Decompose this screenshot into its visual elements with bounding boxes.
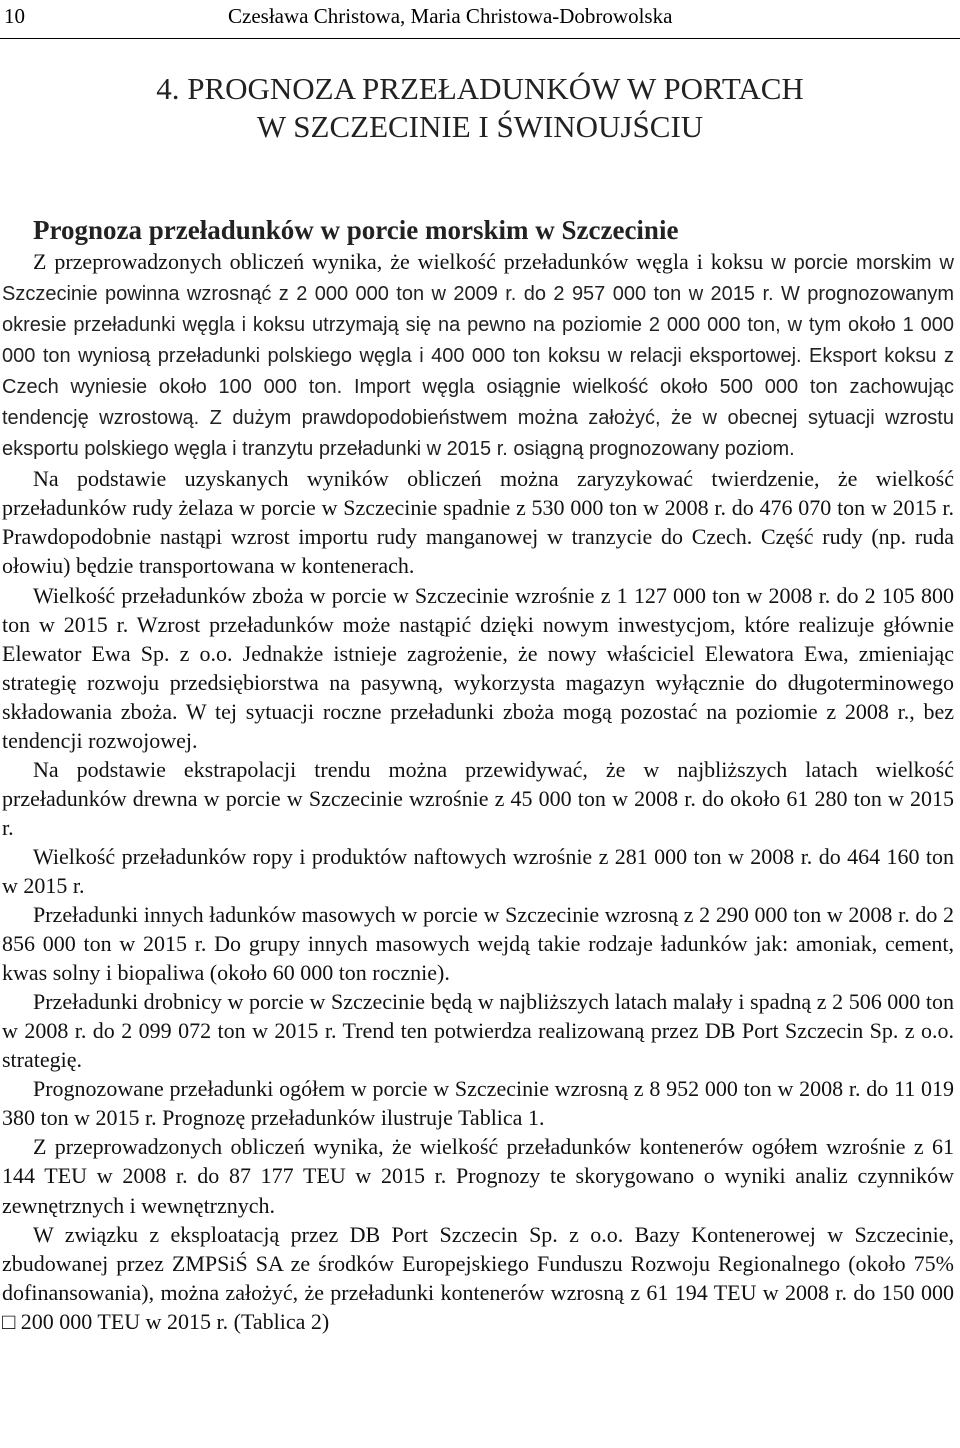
body-text — [2, 247, 954, 1336]
paragraph-grain: Wielkość przeładunków zboża w porcie w Szczecinie wzrośnie z 1 127 000 ton w 2008 r. do 2 105 800 ton w 2015 r. Wzrost przeładunków może nastąpić dzięki nowym inwestycjom, które realizuje głównie Elewator Ewa Sp. z o.o. Jednakże istnieje zagrożenie, że nowy właściciel Elewatora Ewa, zmieniając strategię rozwoju przedsiębiorstwa na pasywną, wykorzysta magazyn wyłącznie do długoterminowego składowania zboża. W tej sytuacji roczne przeładunki zboża mogą pozostać na poziomie z 2008 r., bez tendencji rozwojowej. — [2, 582, 954, 753]
chapter-title — [0, 70, 960, 146]
paragraph-coal-intro: Z przeprowadzonych obliczeń wynika, że wielkość przeładunków węgla i koksu — [33, 249, 772, 274]
chapter-title-line-1: 4. PROGNOZA PRZEŁADUNKÓW W PORTACH — [156, 71, 804, 106]
header-rule — [0, 38, 960, 39]
paragraph-other-bulk: Przeładunki innych ładunków masowych w porcie w Szczecinie wzrosną z 2 290 000 ton w 2008 r. do 2 856 000 ton w 2015 r. Do grupy innych masowych wejdą takie rodzaje ładunków jak: amoniak, cement, kwas solny i biopaliwa (około 60 000 ton rocznie). — [2, 902, 954, 986]
running-header — [0, 2, 960, 30]
paragraph-general-cargo: Przeładunki drobnicy w porcie w Szczecinie będą w najbliższych latach malały i spadną z 2 506 000 ton w 2008 r. do 2 099 072 ton w 2015 r. Trend ten potwierdza realizowaną przez DB Port Szczecin Sp. z o.o. strategię. — [2, 989, 954, 1073]
chapter-title-line-2: W SZCZECINIE I ŚWINOUJŚCIU — [256, 109, 704, 144]
paragraph-timber: Na podstawie ekstrapolacji trendu można przewidywać, że w najbliższych latach wielkość przeładunków drewna w porcie w Szczecinie wzrośnie z 45 000 ton w 2008 r. do około 61 280 ton w 2015 r. — [2, 756, 954, 840]
paragraph-total: Prognozowane przeładunki ogółem w porcie w Szczecinie wzrosną z 8 952 000 ton w 2008 r. do 11 019 380 ton w 2015 r. Prognozę przeładunków ilustruje Tablica 1. — [2, 1076, 954, 1131]
paragraph-coal — [2, 247, 954, 464]
paragraph-containers: Z przeprowadzonych obliczeń wynika, że wielkość przeładunków kontenerów ogółem wzrośnie z 61 144 TEU w 2008 r. do 87 177 TEU w 2015 r. Prognozy te skorygowano o wyniki analiz czynników zewnętrznych i wewnętrznych. — [2, 1134, 954, 1218]
paragraph-iron-ore: Na podstawie uzyskanych wyników obliczeń można zaryzykować twierdzenie, że wielkość przeładunków rudy żelaza w porcie w Szczecinie spadnie z 530 000 ton w 2008 r. do 476 070 ton w 2015 r. Prawdopodobnie nastąpi wzrost importu rudy manganowej w tranzycie do Czech. Część rudy (np. ruda ołowiu) będzie transportowana w kontenerach. — [2, 466, 954, 579]
paragraph-coal-continuation: w porcie morskim w Szczecinie powinna wzrosnąć z 2 000 000 ton w 2009 r. do 2 957 000 ton w 2015 r. W prognozowanym okresie przeładunki węgla i koksu utrzymają się na pewno na poziomie 2 000 000 ton, w tym około 1 000 000 ton wyniosą przeładunki polskiego węgla i 400 000 ton koksu w relacji eksportowej. Eksport koksu z Czech wyniesie około 100 000 ton. Import węgla osiągnie wielkość około 500 000 ton zachowując tendencję wzrostową. Z dużym prawdopodobieństwem można założyć, że w obecnej sytuacji wzrostu eksportu polskiego węgla i tranzytu przeładunki w 2015 r. osiągną prognozowany poziom. — [2, 252, 954, 461]
header-authors: Czesława Christowa, Maria Christowa-Dobrowolska — [228, 4, 673, 28]
paragraph-container-base: W związku z eksploatacją przez DB Port Szczecin Sp. z o.o. Bazy Kontenerowej w Szczecinie, zbudowanej przez ZMPSiŚ SA ze środków Europejskiego Funduszu Rozwoju Regionalnego (około 75% dofinansowania), można założyć, że przeładunki kontenerów wzrosną z 61 194 TEU w 2008 r. do 150 000 □ 200 000 TEU w 2015 r. (Tablica 2) — [2, 1221, 954, 1334]
paragraph-oil: Wielkość przeładunków ropy i produktów naftowych wzrośnie z 281 000 ton w 2008 r. do 464 160 ton w 2015 r. — [2, 843, 954, 898]
section-heading: Prognoza przeładunków w porcie morskim w Szczecinie — [33, 215, 679, 245]
page-number: 10 — [4, 4, 25, 28]
